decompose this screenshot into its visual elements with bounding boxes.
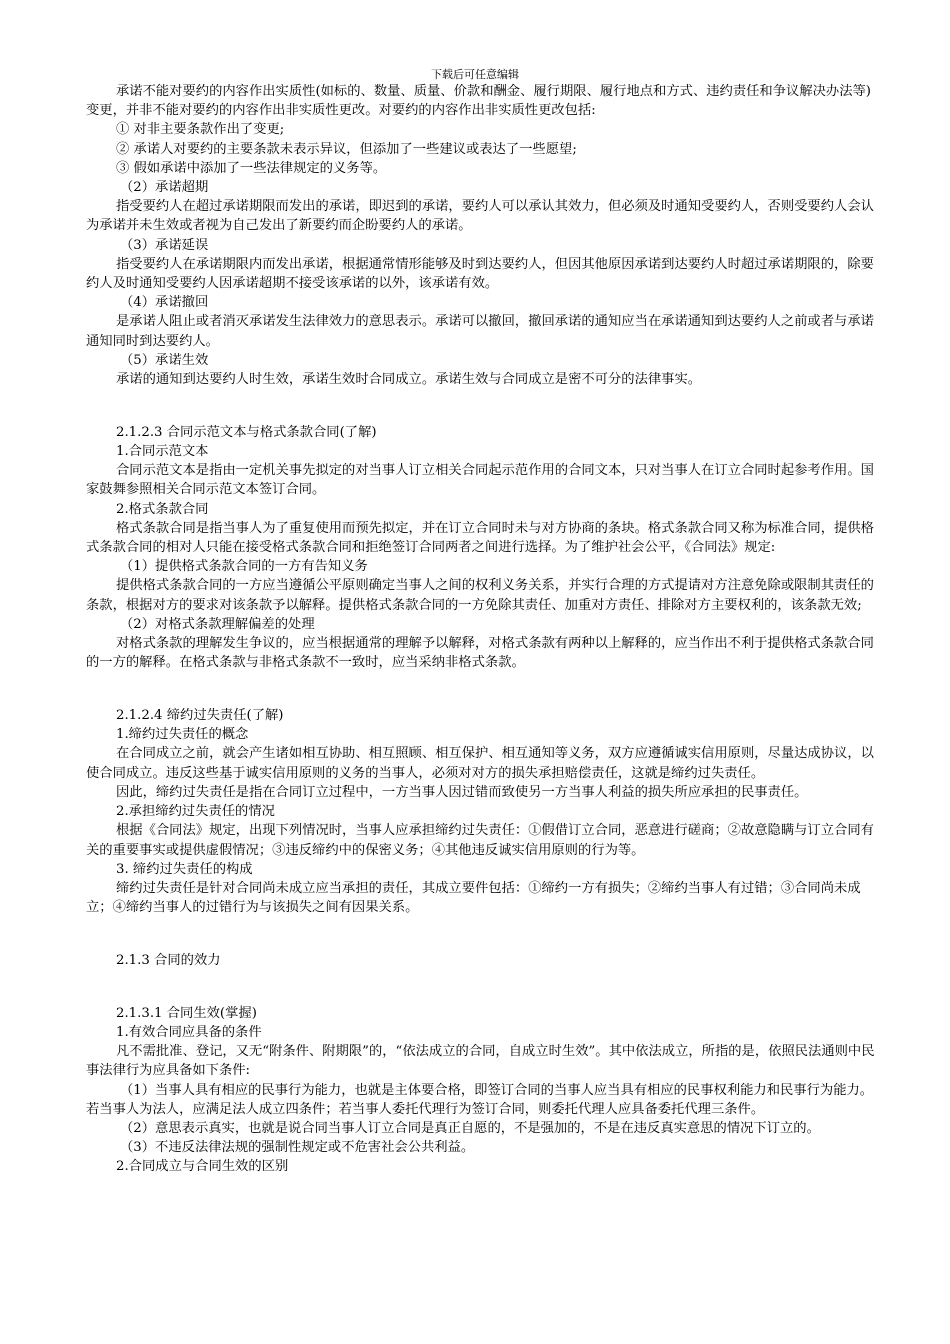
- sub-heading: （4）承诺撤回: [120, 295, 209, 311]
- body-paragraph: 指受要约人在承诺期限内而发出承诺，根据通常情形能够及时到达要约人，但因其他原因承诺到达要约人时超过承诺期限的，除要约人及时通知受要约人因承诺超期不接受该承诺的以外，该承诺有效。: [86, 256, 874, 292]
- body-paragraph: 格式条款合同是指当事人为了重复使用而预先拟定，并在订立合同时未与对方协商的条块。格式条款合同又称为标准合同，提供格式条款合同的相对人只能在接受格式条款合同和拒绝签订合同两者之间进行选择。为了维护社会公平，《合同法》规定:: [86, 520, 874, 556]
- list-item: ② 承诺人对要约的主要条款未表示异议，但添加了一些建议或表达了一些愿望;: [116, 141, 577, 157]
- body-paragraph: 提供格式条款合同的一方应当遵循公平原则确定当事人之间的权利义务关系，并实行合理的方式提请对方注意免除或限制其责任的条款，根据对方的要求对该条款予以解释。提供格式条款合同的一方免除其责任、加重对方责任、排除对方主要权利的，该条款无效;: [86, 578, 874, 613]
- sub-heading: （1）当事人具有相应的民事行为能力，也就是主体要合格，即签订合同的当事人应当具有相应的民事权利能力和民事行为能力。若当事人为法人，应满足法人成立四条件；若当事人委托代理行为签订合同，则委托代理人应具备委托代理三条件。: [86, 1082, 874, 1117]
- section-gap: [116, 931, 880, 938]
- list-item: 2.合同成立与合同生效的区别: [116, 1159, 289, 1175]
- body-paragraph: 对格式条款的理解发生争议的，应当根据通常的理解予以解释，对格式条款有两种以上解释的，应当作出不利于提供格式条款合同的一方的解释。在格式条款与非格式条款不一致时，应当采纳非格式条款。: [86, 636, 874, 671]
- body-paragraph: 承诺的通知到达要约人时生效，承诺生效时合同成立。承诺生效与合同成立是密不可分的法律事实。: [116, 372, 702, 388]
- document-body: [86, 82, 880, 1177]
- body-paragraph: 在合同成立之前，就会产生诸如相互协助、相互照顾、相互保护、相互通知等义务，双方应遵循诚实信用原则，尽量达成协议，以使合同成立。违反这些基于诚实信用原则的义务的当事人，必须对对方的损失承担赔偿责任，这就是缔约过失责任。: [86, 746, 874, 781]
- list-item: 2.格式条款合同: [116, 501, 209, 517]
- list-item: ① 对非主要条款作出了变更;: [116, 122, 285, 138]
- body-paragraph: 承诺不能对要约的内容作出实质性(如标的、数量、质量、价款和酬金、履行期限、履行地点和方式、违约责任和争议解决办法等)变更，并非不能对要约的内容作出非实质性更改。对要约的内容作出非实质性更改包括:: [86, 84, 871, 119]
- section-gap: [116, 403, 880, 410]
- sub-heading: （2）意思表示真实，也就是说合同当事人订立合同是真正自愿的，不是强加的，不是在违反真实意思的情况下订立的。: [120, 1120, 820, 1136]
- list-item: 1.有效合同应具备的条件: [116, 1024, 262, 1040]
- list-item: 1.缔约过失责任的概念: [116, 727, 249, 743]
- sub-heading: （3）承诺延误: [120, 237, 209, 253]
- list-item: 1.合同示范文本: [116, 444, 209, 460]
- list-item: 3. 缔约过失责任的构成: [116, 861, 253, 877]
- body-paragraph: 是承诺人阻止或者消灭承诺发生法律效力的意思表示。承诺可以撤回，撤回承诺的通知应当在承诺通知到达要约人之前或者与承诺通知同时到达要约人。: [86, 314, 874, 349]
- sub-heading: （1）提供格式条款合同的一方有告知义务: [120, 559, 368, 575]
- list-item: 2.1.3 合同的效力: [116, 952, 221, 968]
- list-item: 2.1.2.3 合同示范文本与格式条款合同(了解): [116, 424, 377, 440]
- list-item: 2.承担缔约过失责任的情况: [116, 804, 275, 820]
- body-paragraph: 合同示范文本是指由一定机关事先拟定的对当事人订立相关合同起示范作用的合同文本，只对当事人在订立合同时起参考作用。国家鼓舞参照相关合同示范文本签订合同。: [86, 463, 874, 498]
- body-paragraph: 因此，缔约过失责任是指在合同订立过程中，一方当事人因过错而致使另一方当事人利益的损失所应承担的民事责任。: [116, 784, 808, 800]
- sub-heading: （2）对格式条款理解偏差的处理: [120, 616, 315, 632]
- sub-heading: （2）承诺超期: [120, 180, 209, 196]
- section-gap: [116, 983, 880, 990]
- body-paragraph: 缔约过失责任是针对合同尚未成立应当承担的责任，其成立要件包括：①缔约一方有损失；②缔约当事人有过错；③合同尚未成立；④缔约当事人的过错行为与该损失之间有因果关系。: [86, 880, 861, 916]
- sub-heading: （5）承诺生效: [120, 352, 209, 368]
- body-paragraph: 根据《合同法》规定，出现下列情况时，当事人应承担缔约过失责任：①假借订立合同，恶意进行磋商；②故意隐瞒与订立合同有关的重要事实或提供虚假情况；③违反缔约中的保密义务；④其他违反诚实信用原则的行为等。: [86, 823, 874, 858]
- list-item: 2.1.2.4 缔约过失责任(了解): [116, 708, 284, 724]
- list-item: 2.1.3.1 合同生效(掌握): [116, 1005, 257, 1021]
- sub-heading: （3）不违反法律法规的强制性规定或不危害社会公共利益。: [120, 1140, 475, 1156]
- section-gap: [116, 686, 880, 693]
- body-paragraph: 指受要约人在超过承诺期限而发出的承诺，即迟到的承诺，要约人可以承认其效力，但必须及时通知受要约人，否则受要约人会认为承诺并未生效或者视为自己发出了新要约而企盼要约人的承诺。: [86, 199, 874, 234]
- list-item: ③ 假如承诺中添加了一些法律规定的义务等。: [116, 160, 387, 176]
- page-header: 下载后可任意编辑: [431, 68, 519, 81]
- body-paragraph: 凡不需批准、登记，又无“附条件、附期限”的，“依法成立的合同，自成立时生效”。其中依法成立，所指的是，依照民法通则中民事法律行为应具备如下条件:: [86, 1044, 875, 1079]
